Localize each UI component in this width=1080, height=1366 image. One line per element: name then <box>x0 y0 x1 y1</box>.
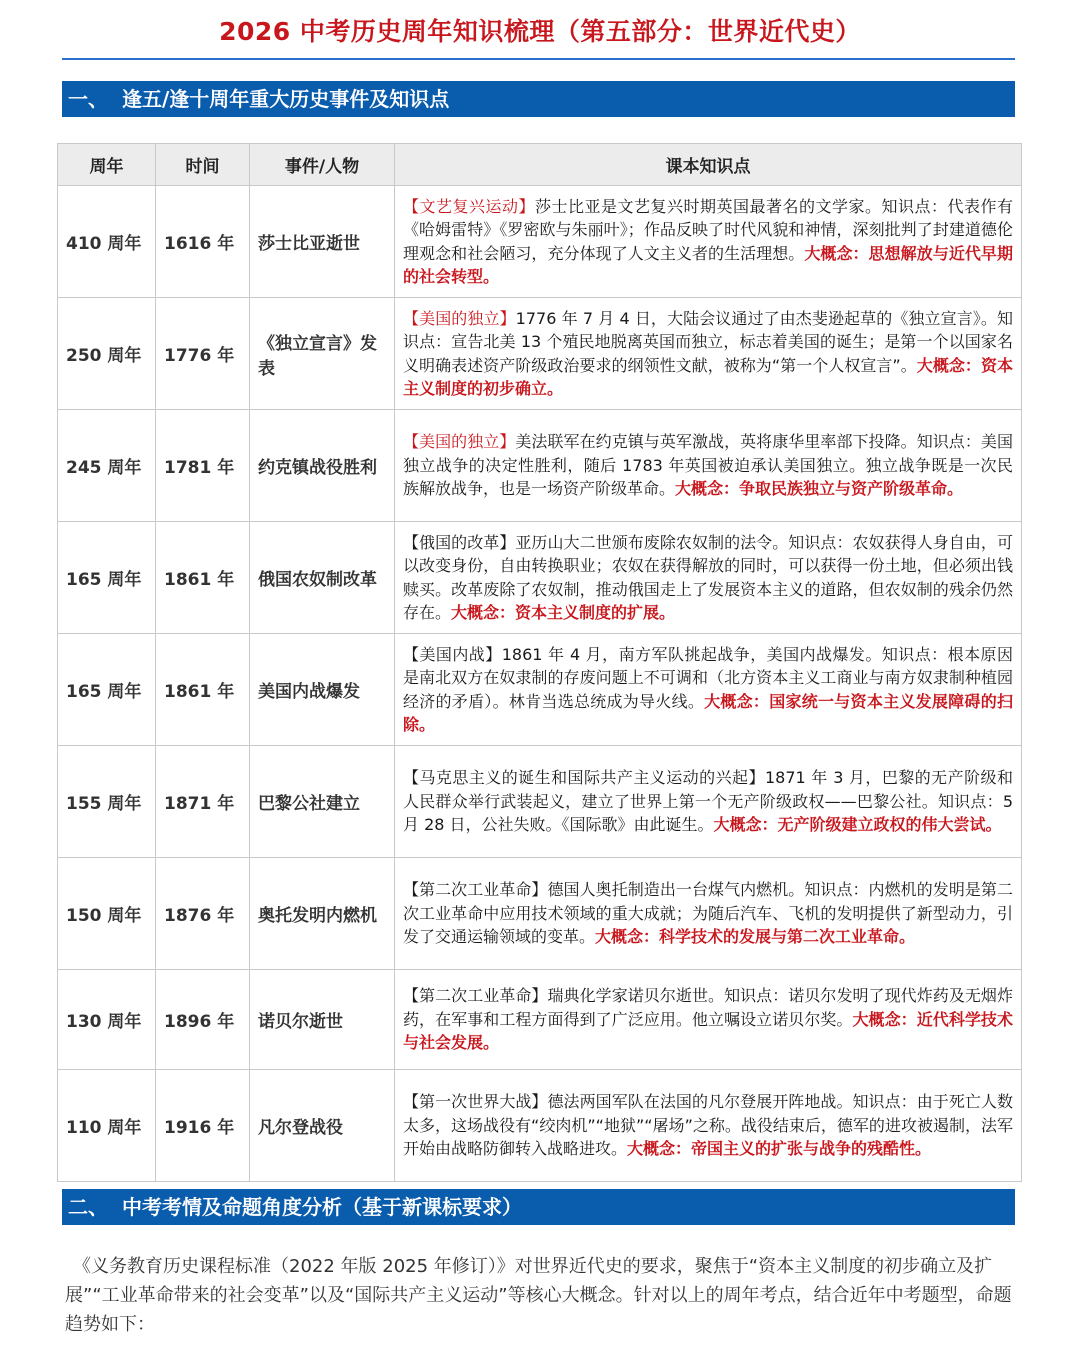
cell-knowledge <box>395 298 1022 410</box>
cell-event: 约克镇战役胜利 <box>250 410 395 522</box>
topic-tag: 【俄国的改革】 <box>403 532 516 552</box>
table-header-row <box>58 144 1022 186</box>
section-number: 一、 <box>68 87 108 111</box>
column-header-anniversary: 周年 <box>58 144 156 186</box>
cell-event: 诺贝尔逝世 <box>250 970 395 1070</box>
page-title: 2026 中考历史周年知识梳理（第五部分：世界近代史） <box>219 17 861 46</box>
cell-year: 1616 年 <box>156 186 250 298</box>
big-concept: 大概念：资本主义制度的初步确立。 <box>403 355 1013 398</box>
cell-anniversary: 130 周年 <box>58 970 156 1070</box>
table-row <box>58 970 1022 1070</box>
big-concept: 大概念：无产阶级建立政权的伟大尝试。 <box>713 815 1002 835</box>
cell-knowledge <box>395 522 1022 634</box>
cell-year: 1876 年 <box>156 858 250 970</box>
topic-tag: 【美国内战】 <box>403 644 502 664</box>
table-row <box>58 858 1022 970</box>
topic-tag: 【第一次世界大战】 <box>403 1092 548 1112</box>
cell-anniversary: 245 周年 <box>58 410 156 522</box>
cell-event: 凡尔登战役 <box>250 1070 395 1182</box>
big-concept: 大概念：争取民族独立与资产阶级革命。 <box>675 479 964 499</box>
topic-tag: 【文艺复兴运动】 <box>403 196 535 216</box>
cell-anniversary: 150 周年 <box>58 858 156 970</box>
big-concept: 大概念：国家统一与资本主义发展障碍的扫除。 <box>403 691 1013 734</box>
topic-tag: 【美国的独立】 <box>403 308 516 328</box>
big-concept: 大概念：科学技术的发展与第二次工业革命。 <box>595 927 916 947</box>
cell-year: 1861 年 <box>156 522 250 634</box>
cell-event: 奥托发明内燃机 <box>250 858 395 970</box>
cell-year: 1781 年 <box>156 410 250 522</box>
column-header-knowledge: 课本知识点 <box>395 144 1022 186</box>
column-header-event: 事件/人物 <box>250 144 395 186</box>
section-heading-1 <box>62 81 1015 117</box>
knowledge-text: 德国人奥托制造出一台煤气内燃机。知识点：内燃机的发明是第二次工业革命中应用技术领域的重大成就；为随后汽车、飞机的发明提供了新型动力，引发了交通运输领域的变革。 <box>403 880 1013 947</box>
table-row <box>58 410 1022 522</box>
cell-anniversary: 165 周年 <box>58 634 156 746</box>
knowledge-text: 1776 年 7 月 4 日，大陆会议通过了由杰斐逊起草的《独立宣言》。知识点：宣告北美 13 个殖民地脱离英国而独立，标志着美国的诞生；是第一个以国家名义明确表述资产阶级政治要求的纲领性文献，被称为“第一个人权宣言”。 <box>403 308 1013 375</box>
cell-anniversary: 155 周年 <box>58 746 156 858</box>
table-row <box>58 1070 1022 1182</box>
cell-year: 1776 年 <box>156 298 250 410</box>
cell-year: 1916 年 <box>156 1070 250 1182</box>
cell-anniversary: 165 周年 <box>58 522 156 634</box>
cell-year: 1871 年 <box>156 746 250 858</box>
cell-year: 1896 年 <box>156 970 250 1070</box>
big-concept: 大概念：思想解放与近代早期的社会转型。 <box>403 243 1013 286</box>
topic-tag: 【马克思主义的诞生和国际共产主义运动的兴起】 <box>403 768 765 788</box>
cell-event: 美国内战爆发 <box>250 634 395 746</box>
table-row <box>58 634 1022 746</box>
cell-anniversary: 250 周年 <box>58 298 156 410</box>
analysis-paragraph: 《义务教育历史课程标准（2022 年版 2025 年修订）》对世界近代史的要求，聚焦于“资本主义制度的初步确立及扩展”“工业革命带来的社会变革”以及“国际共产主义运动”等核心大概念。针对以上的周年考点，结合近年中考题型，命题趋势如下： <box>65 1256 1012 1335</box>
cell-knowledge <box>395 186 1022 298</box>
cell-anniversary: 110 周年 <box>58 1070 156 1182</box>
big-concept: 大概念：近代科学技术与社会发展。 <box>403 1009 1013 1053</box>
topic-tag: 【美国的独立】 <box>403 432 516 452</box>
cell-event: 俄国农奴制改革 <box>250 522 395 634</box>
cell-event: 莎士比亚逝世 <box>250 186 395 298</box>
table-row <box>58 746 1022 858</box>
section-label: 逢五/逢十周年重大历史事件及知识点 <box>122 87 450 111</box>
knowledge-text: 1871 年 3 月，巴黎的无产阶级和人民群众举行武装起义，建立了世界上第一个无产阶级政权——巴黎公社。知识点：5 月 28 日，公社失败。《国际歌》由此诞生。 <box>403 768 1013 835</box>
big-concept: 大概念：资本主义制度的扩展。 <box>451 603 676 622</box>
cell-anniversary: 410 周年 <box>58 186 156 298</box>
section-number: 二、 <box>68 1195 108 1219</box>
section-heading-2 <box>62 1189 1015 1225</box>
cell-knowledge <box>395 634 1022 746</box>
column-header-time: 时间 <box>156 144 250 186</box>
knowledge-text: 亚历山大二世颁布废除农奴制的法令。知识点：农奴获得人身自由，可以改变身份，自由转换职业；农奴在获得解放的同时，可以获得一份土地，但必须出钱赎买。改革废除了农奴制，推动俄国走上了发展资本主义的道路，但农奴制的残余仍然存在。 <box>403 532 1013 622</box>
cell-knowledge <box>395 1070 1022 1182</box>
table-row <box>58 186 1022 298</box>
topic-tag: 【第二次工业革命】 <box>403 986 548 1006</box>
knowledge-text: 1861 年 4 月，南方军队挑起战争，美国内战爆发。知识点：根本原因是南北双方在奴隶制的存废问题上不可调和（北方资本主义工商业与南方奴隶制种植园经济的矛盾）。林肯当选总统成为导火线。 <box>403 644 1013 711</box>
big-concept: 大概念：帝国主义的扩张与战争的残酷性。 <box>627 1139 932 1159</box>
topic-tag: 【第二次工业革命】 <box>403 880 548 900</box>
table-row <box>58 298 1022 410</box>
cell-year: 1861 年 <box>156 634 250 746</box>
knowledge-text: 瑞典化学家诺贝尔逝世。知识点：诺贝尔发明了现代炸药及无烟炸药，在军事和工程方面得到了广泛应用。他立嘱设立诺贝尔奖。 <box>403 986 1013 1029</box>
knowledge-text: 德法两国军队在法国的凡尔登展开阵地战。知识点：由于死亡人数太多，这场战役有“绞肉机”“地狱”“屠场”之称。战役结束后，德军的进攻被遏制，法军开始由战略防御转入战略进攻。 <box>403 1092 1013 1159</box>
cell-knowledge <box>395 410 1022 522</box>
cell-event: 巴黎公社建立 <box>250 746 395 858</box>
table-row <box>58 522 1022 634</box>
knowledge-text: 美法联军在约克镇与英军激战，英将康华里率部下投降。知识点：美国独立战争的决定性胜利，随后 1783 年英国被迫承认美国独立。独立战争既是一次民族解放战争，也是一场资产阶级革命。 <box>403 432 1013 499</box>
cell-event: 《独立宣言》发表 <box>250 298 395 410</box>
cell-knowledge <box>395 858 1022 970</box>
knowledge-table <box>57 143 1022 1182</box>
cell-knowledge <box>395 746 1022 858</box>
section-label: 中考考情及命题角度分析（基于新课标要求） <box>122 1195 522 1219</box>
title-divider <box>62 58 1015 60</box>
cell-knowledge <box>395 970 1022 1070</box>
knowledge-text: 莎士比亚是文艺复兴时期英国最著名的文学家。知识点：代表作有《哈姆雷特》《罗密欧与朱丽叶》；作品反映了时代风貌和神情，深刻批判了封建道德伦理观念和社会陋习，充分体现了人文主义者的生活理想。 <box>403 196 1013 263</box>
